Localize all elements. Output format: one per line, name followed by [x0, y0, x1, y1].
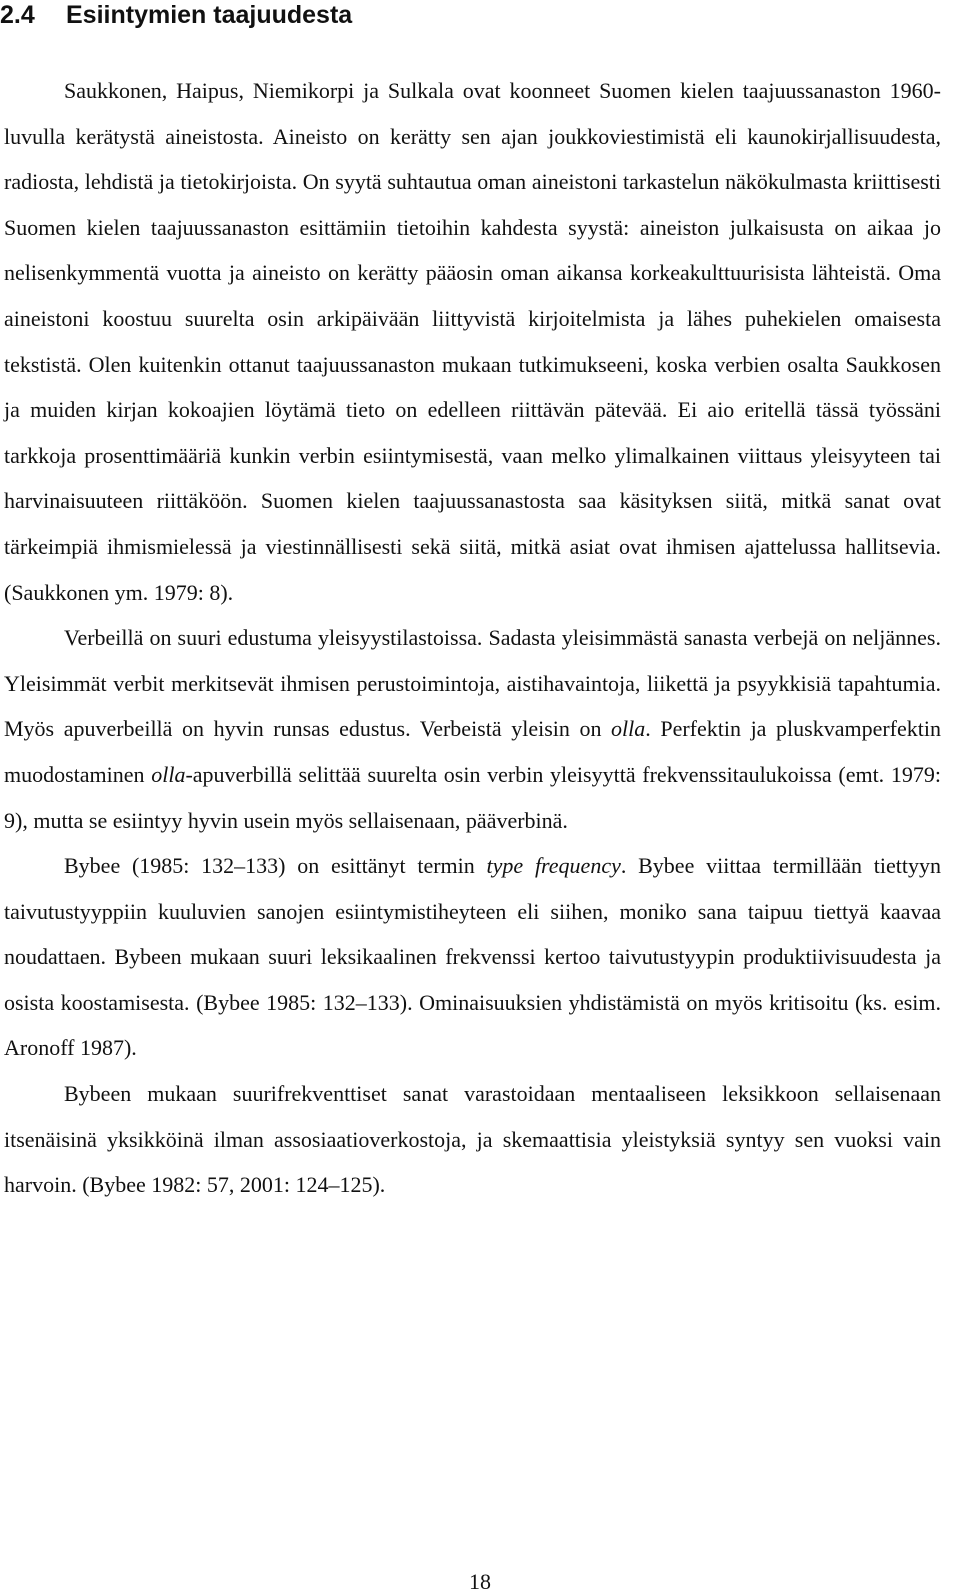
paragraph-text: . Bybee viittaa termillään tiettyyn taivutustyyppiin kuuluvien sanojen esiintymistiheyteen eli siihen, moniko sana taipuu tiettyä kaavaa noudattaen. Bybeen mukaan suuri leksikaalinen frekvenssi kertoo taivutustyypin produktiivisuudesta ja osista koostamisesta. (Bybee 1985: 132–133). Ominaisuuksien yhdistämistä on myös kritisoitu (ks. esim. Aronoff 1987). [4, 853, 941, 1061]
section-title: Esiintymien taajuudesta [66, 1, 353, 29]
italic-term-type-frequency: type frequency [486, 853, 621, 879]
paragraph-text: Bybee (1985: 132–133) on esittänyt termin [64, 853, 487, 879]
paragraph-3 [4, 843, 941, 1071]
paragraph-text: -apuverbillä selittää suurelta osin verbin yleisyyttä frekvenssitaulukoissa (emt. 1979: 9), mutta se esiintyy hyvin usein myös sellaisenaan, pääverbinä. [4, 761, 941, 833]
italic-term-olla: olla [611, 716, 646, 742]
paragraph-1 [4, 68, 941, 615]
paragraph-text: Saukkonen, Haipus, Niemikorpi ja Sulkala ovat koonneet Suomen kielen taajuussanaston 1960-luvulla kerätystä aineistosta. Aineisto on kerätty sen ajan joukkoviestimistä eli kaunokirjallisuudesta, radiosta, lehdistä ja tietokirjoista. On syytä suhtautua oman aineistoni tarkastelun näkökulmasta kriittisesti Suomen kielen taajuussanaston esittämiin tietoihin kahdesta syystä: aineiston julkaisusta on aikaa jo nelisenkymmentä vuotta ja aineisto on kerätty pääosin oman aikansa korkeakulttuurisista lähteistä. Oma aineistoni koostuu suurelta osin arkipäivään liittyvistä kirjoitelmista ja lähes puhekielen omaisesta tekstistä. Olen kuitenkin ottanut taajuussanaston mukaan tutkimukseeni, koska verbien osalta Saukkosen ja muiden kirjan kokoajien löytämä tieto on edelleen riittävän pätevää. Ei aio eritellä tässä työssäni tarkkoja prosenttimääriä kunkin verbin esiintymisestä, vaan melko ylimalkainen viittaus yleisyyteen tai harvinaisuuteen riittäköön. Suomen kielen taajuussanastosta saa käsityksen siitä, mitkä sanat ovat tärkeimpiä ihmismielessä ja viestinnällisesti sekä siitä, mitkä asiat ovat ihmisen ajattelussa hallitsevia. (Saukkonen ym. 1979: 8). [4, 78, 941, 605]
section-heading [0, 0, 950, 30]
italic-term-olla: olla [151, 761, 186, 787]
paragraph-text: Verbeillä on suuri edustuma yleisyystilastoissa. Sadasta yleisimmästä sanasta verbejä on neljännes. Yleisimmät verbit merkitsevät ihmisen perustoimintoja, aistihavaintoja, liikettä ja psyykkisiä tapahtumia. Myös apuverbeillä on hyvin runsas edustus. Verbeistä yleisin on [4, 625, 941, 742]
body-text [4, 68, 941, 1208]
paragraph-text: Bybeen mukaan suurifrekventtiset sanat varastoidaan mentaaliseen leksikkoon sellaisenaan itsenäisinä yksikköinä ilman assosiaatioverkostoja, ja skemaattisia yleistyksiä syntyy sen vuoksi vain harvoin. (Bybee 1982: 57, 2001: 124–125). [4, 1081, 941, 1198]
page-number: 18 [469, 1569, 491, 1594]
paragraph-4 [4, 1071, 941, 1208]
paragraph-text: . Perfektin ja pluskvamperfektin muodostaminen [4, 716, 941, 787]
paragraph-2 [4, 615, 941, 843]
section-number: 2.4 [0, 1, 35, 29]
